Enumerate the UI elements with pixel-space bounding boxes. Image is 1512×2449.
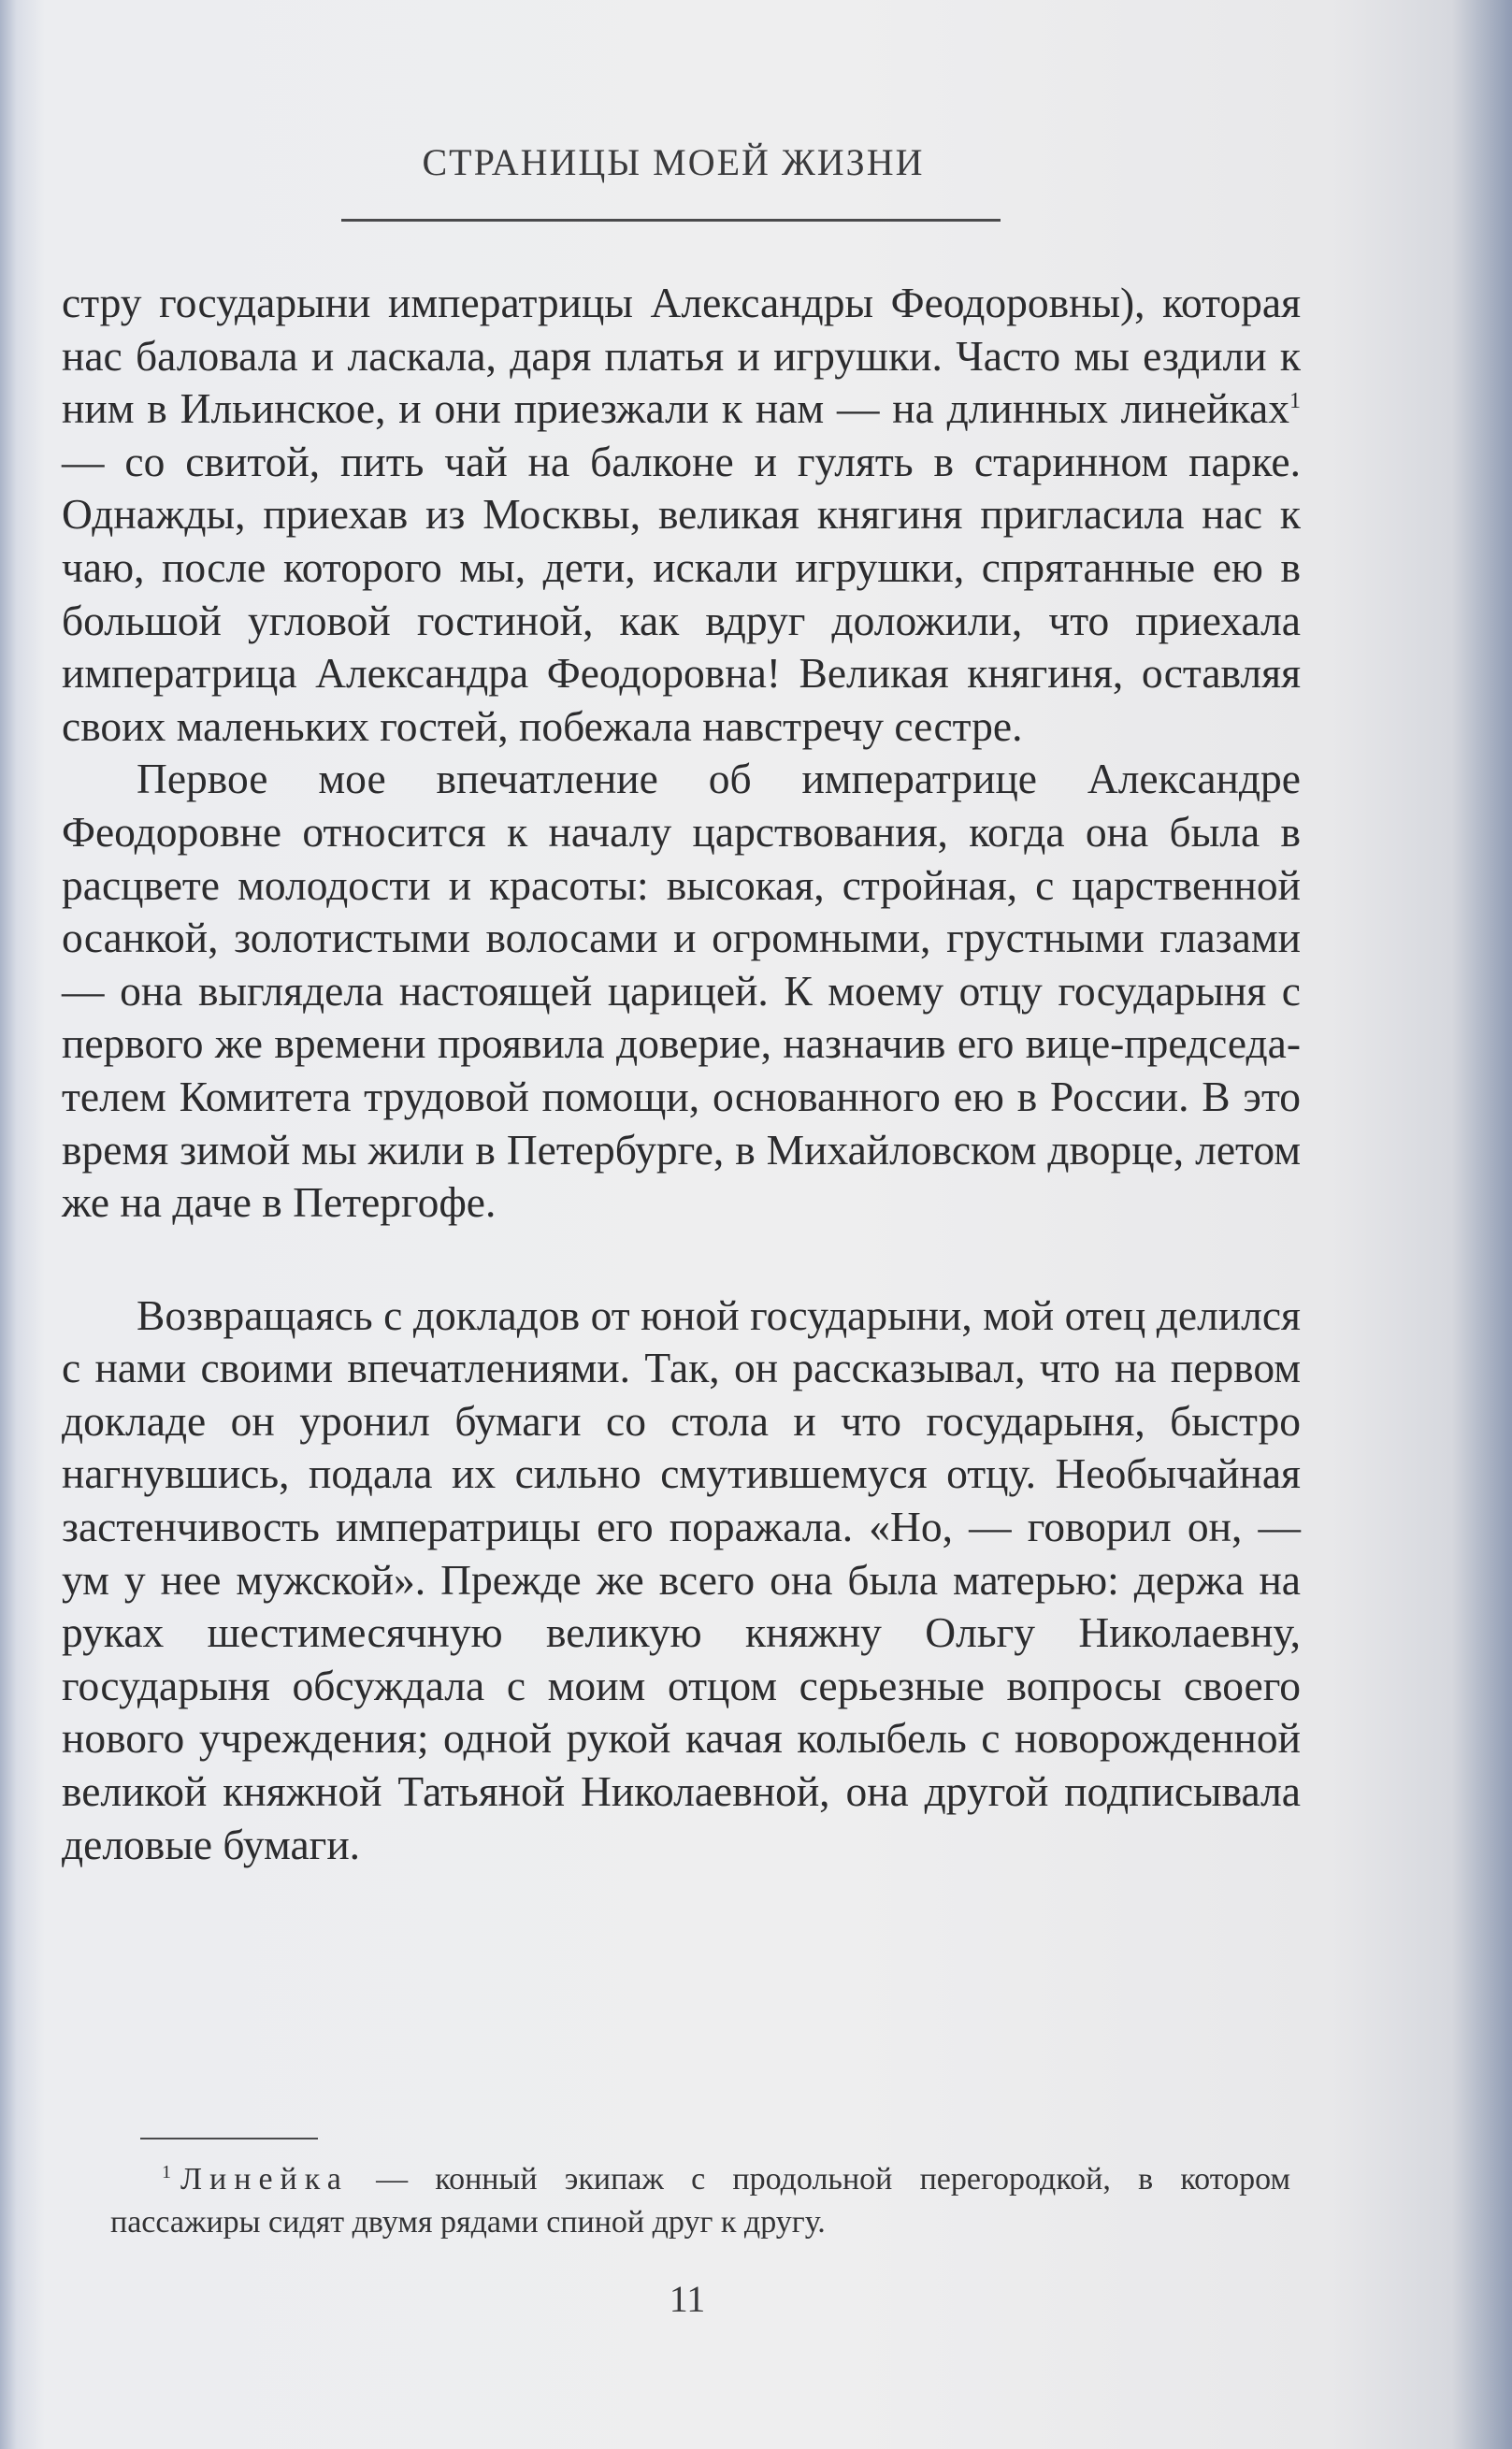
footnote xyxy=(110,2158,1290,2244)
paragraph-1-part-b: — со свитой, пить чай на балконе и гулять в старинном парке. Однажды, приехав из Москвы, великая княгиня пригласила нас к чаю, после которого мы, дети, искали игрушки, спрятанные ею в большой угловой гостиной, как вдруг доложили, что приехала императрица Александра Феодоровна! Великая княгиня, оставляя своих маленьких гостей, побежала навстречу сестре. xyxy=(62,437,1301,750)
paragraph-2: Первое мое впечатление об императрице Александре Феодоровне относится к началу царствования, когда она была в расцвете молодости и красоты: высокая, стройная, с царственной осанкой, золотистыми волосами и огромными, грустными глазами — она выглядела настоящей царицей. К моему отцу государыня с первого же времени проявила доверие, назначив его вице-председателем Комитета трудовой помощи, основанного ею в России. В это время зимой мы жили в Петербурге, в Михайловском дворце, летом же на даче в Петергофе. xyxy=(62,755,1301,1227)
paragraph-3: Возвращаясь с докладов от юной государыни, мой отец делился с нами своими впечатлениями. Так, он рассказывал, что на первом докладе он уронил бумаги со стола и что государыня, быстро нагнувшись, подала их сильно смутившемуся отцу. Необычайная застенчивость императрицы его поражала. «Но, — говорил он, — ум у нее мужской». Прежде же всего она была матерью: держа на руках шестимесячную великую княжну Ольгу Николаевну, государыня обсуждала с моим отцом серьезные вопросы своего нового учреждения; одной рукой качая колыбель с новорожденной великой княжной Татьяной Николаевной, она другой подписывала деловые бумаги. xyxy=(62,1290,1301,1868)
footnote-number: 1 xyxy=(162,2161,171,2182)
page-number: 11 xyxy=(669,2278,706,2320)
footnote-text: — конный экипаж с продольной перегородкой, в котором пассажиры сидят двумя рядами спиной друг к другу. xyxy=(110,2162,1290,2240)
header-rule xyxy=(341,219,1001,222)
footnote-term: Линейка xyxy=(180,2162,349,2197)
body-text xyxy=(62,277,1301,1871)
footnote-rule xyxy=(140,2138,318,2139)
paragraph-1-part-a: стру государыни императрицы Александры Феодоровны), которая нас баловала и ласкала, даря платья и игрушки. Часто мы ездили к ним в Ильинское, и они приезжали к нам — на длинных линейках xyxy=(62,279,1301,433)
paragraph-1 xyxy=(62,277,1301,753)
footnote-reference[interactable]: 1 xyxy=(1289,389,1301,414)
running-head: СТРАНИЦЫ МОЕЙ ЖИЗНИ xyxy=(422,141,925,183)
